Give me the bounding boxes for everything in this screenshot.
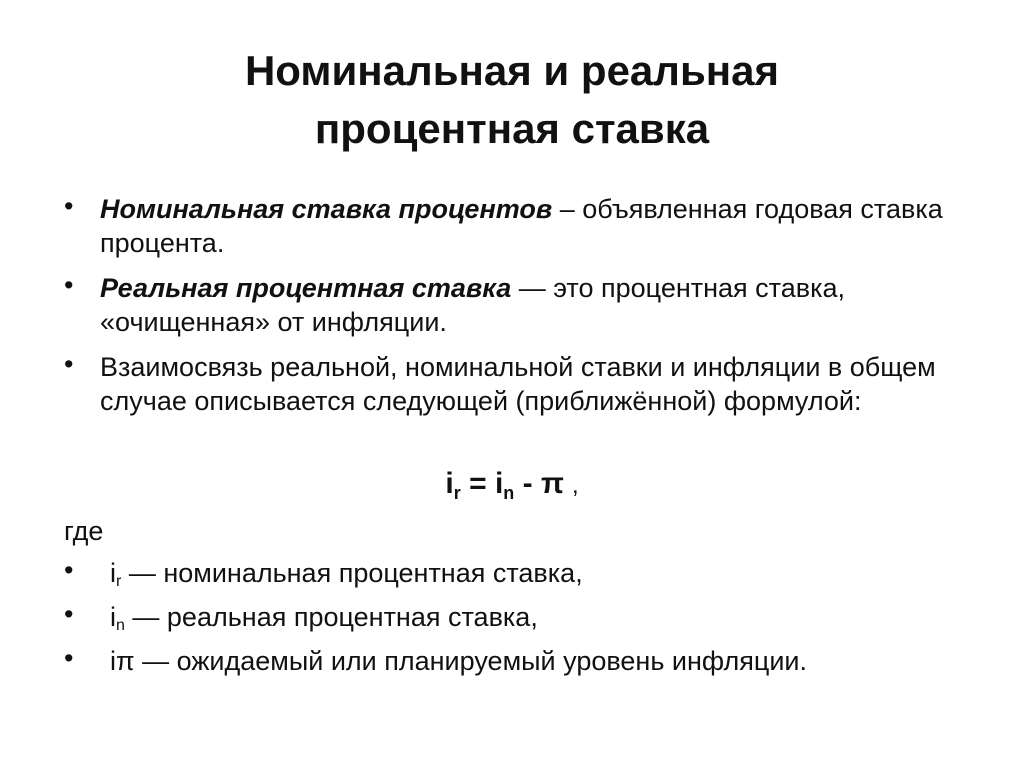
bullet-icon: • [64, 349, 74, 379]
bullet-icon: • [64, 270, 74, 300]
formula-minus-pi: - π [514, 467, 564, 500]
slide-title [60, 42, 964, 158]
definition-text: — реальная процентная ставка, [124, 602, 538, 632]
bullet-text-real: — это процентная ставка, «очищенная» от инфляции. [100, 273, 846, 337]
formula-lhs-sub: r [453, 483, 461, 503]
formula-rhs-sub: n [503, 483, 515, 503]
definition-list [64, 556, 984, 688]
term-real: Реальная процентная ставка [100, 273, 512, 303]
formula-comma: , [571, 472, 579, 499]
definition-symbol-sub: n [116, 617, 125, 634]
definition-symbol-base: iπ [110, 646, 135, 676]
bullet-item-nominal [64, 192, 964, 260]
title-line-1: Номинальная и реальная [244, 47, 780, 94]
bullet-icon: • [64, 191, 74, 221]
definition-symbol-base: i [110, 602, 116, 632]
formula-rhs-base: i [494, 467, 504, 500]
title-line-2: процентная ставка [314, 105, 710, 152]
definition-symbol-base: i [110, 558, 116, 588]
bullet-item-relationship [64, 350, 964, 418]
definition-text: — номинальная процентная ставка, [121, 558, 583, 588]
definition-item-ir [64, 556, 984, 590]
bullet-text-relationship: Взаимосвязь реальной, номинальной ставки и инфляции в общем случае описывается следующей (приближённой) формулой: [100, 352, 936, 416]
definition-item-ipi [64, 644, 984, 678]
definition-text: — ожидаемый или планируемый уровень инфляции. [134, 646, 808, 676]
formula-expression [445, 467, 564, 503]
formula-lhs-base: i [445, 467, 454, 500]
formula [0, 462, 1024, 508]
formula-equals: = [460, 467, 495, 500]
term-nominal: Номинальная ставка процентов [100, 194, 553, 224]
where-label: где [64, 516, 104, 546]
bullet-icon: • [64, 555, 74, 585]
definition-item-in [64, 600, 984, 634]
definition-symbol-sub: r [116, 573, 122, 590]
bullet-item-real [64, 271, 964, 339]
bullet-icon: • [64, 599, 74, 629]
bullet-text-nominal: – объявленная годовая ставка процента. [100, 194, 943, 258]
bullet-list [64, 192, 964, 429]
bullet-icon: • [64, 643, 74, 673]
